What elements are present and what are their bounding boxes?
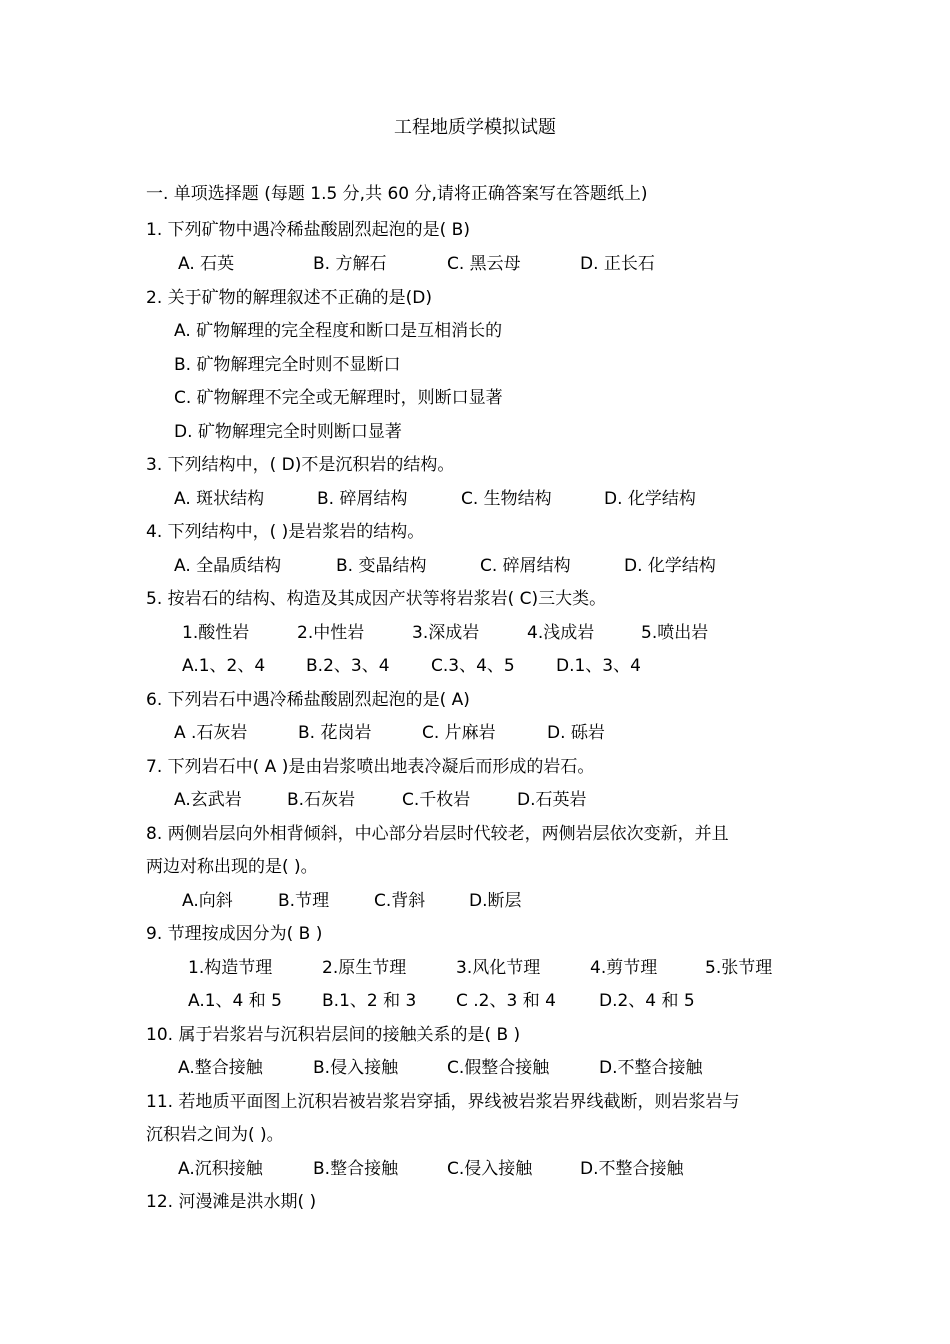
question-4-option-c: C. 碎屑结构 (480, 556, 571, 576)
question-6-option-d: D. 砾岩 (547, 723, 605, 743)
question-9-option-b: B.1、2 和 3 (322, 991, 417, 1011)
question-10-option-a: A.整合接触 (178, 1058, 263, 1078)
question-11-stem: 11. 若地质平面图上沉积岩被岩浆岩穿插，界线被岩浆岩界线截断，则岩浆岩与 (146, 1092, 740, 1112)
page-title: 工程地质学模拟试题 (394, 117, 556, 138)
question-3-option-a: A. 斑状结构 (174, 489, 265, 509)
question-1-option-a: A. 石英 (178, 254, 235, 274)
question-8-option-d: D.断层 (469, 891, 522, 911)
question-10-option-b: B.侵入接触 (313, 1058, 399, 1078)
question-5-item-2: 2.中性岩 (297, 623, 365, 643)
question-4-option-b: B. 变晶结构 (336, 556, 427, 576)
question-2-option-a: A. 矿物解理的完全程度和断口是互相消长的 (174, 321, 503, 341)
question-9-option-c: C .2、3 和 4 (456, 991, 556, 1011)
question-5-option-d: D.1、3、4 (556, 656, 641, 676)
question-5-option-b: B.2、3、4 (306, 656, 390, 676)
question-2-option-d: D. 矿物解理完全时则断口显著 (174, 422, 402, 442)
question-4-option-d: D. 化学结构 (624, 556, 716, 576)
question-10-stem: 10. 属于岩浆岩与沉积岩层间的接触关系的是( B ) (146, 1025, 521, 1045)
question-8-option-b: B.节理 (278, 891, 330, 911)
question-7-stem: 7. 下列岩石中( A )是由岩浆喷出地表冷凝后而形成的岩石。 (146, 757, 595, 777)
question-5-option-a: A.1、2、4 (182, 656, 266, 676)
question-11-stem-continued: 沉积岩之间为( )。 (146, 1125, 284, 1145)
question-5-option-c: C.3、4、5 (431, 656, 515, 676)
question-2-stem: 2. 关于矿物的解理叙述不正确的是(D) (146, 288, 432, 308)
question-1-option-b: B. 方解石 (313, 254, 387, 274)
question-11-option-b: B.整合接触 (313, 1159, 399, 1179)
question-2-option-b: B. 矿物解理完全时则不显断口 (174, 355, 401, 375)
question-10-option-c: C.假整合接触 (447, 1058, 550, 1078)
question-9-stem: 9. 节理按成因分为( B ) (146, 924, 323, 944)
question-7-option-c: C.千枚岩 (402, 790, 471, 810)
question-11-option-a: A.沉积接触 (178, 1159, 263, 1179)
question-1-option-d: D. 正长石 (580, 254, 655, 274)
question-4-option-a: A. 全晶质结构 (174, 556, 282, 576)
question-5-item-4: 4.浅成岩 (527, 623, 595, 643)
question-5-stem: 5. 按岩石的结构、构造及其成因产状等将岩浆岩( C)三大类。 (146, 589, 607, 609)
question-5-item-1: 1.酸性岩 (182, 623, 250, 643)
question-9-item-4: 4.剪节理 (590, 958, 658, 978)
question-11-option-c: C.侵入接触 (447, 1159, 533, 1179)
question-1-stem: 1. 下列矿物中遇冷稀盐酸剧烈起泡的是( B) (146, 220, 470, 240)
question-5-item-3: 3.深成岩 (412, 623, 480, 643)
question-3-stem: 3. 下列结构中，( D)不是沉积岩的结构。 (146, 455, 455, 475)
question-9-item-5: 5.张节理 (705, 958, 773, 978)
question-6-option-a: A .石灰岩 (174, 723, 248, 743)
question-7-option-d: D.石英岩 (517, 790, 587, 810)
question-1-option-c: C. 黑云母 (447, 254, 521, 274)
question-3-option-b: B. 碎屑结构 (317, 489, 408, 509)
question-9-item-3: 3.风化节理 (456, 958, 541, 978)
question-8-stem: 8. 两侧岩层向外相背倾斜，中心部分岩层时代较老，两侧岩层依次变新，并且 (146, 824, 729, 844)
question-8-option-c: C.背斜 (374, 891, 426, 911)
question-7-option-b: B.石灰岩 (287, 790, 356, 810)
section-heading: 一. 单项选择题 (每题 1.5 分,共 60 分,请将正确答案写在答题纸上) (146, 184, 648, 204)
question-3-option-c: C. 生物结构 (461, 489, 552, 509)
question-5-item-5: 5.喷出岩 (641, 623, 709, 643)
question-8-option-a: A.向斜 (182, 891, 233, 911)
question-11-option-d: D.不整合接触 (580, 1159, 684, 1179)
question-9-item-2: 2.原生节理 (322, 958, 407, 978)
question-3-option-d: D. 化学结构 (604, 489, 696, 509)
question-4-stem: 4. 下列结构中，( )是岩浆岩的结构。 (146, 522, 425, 542)
question-7-option-a: A.玄武岩 (174, 790, 242, 810)
question-10-option-d: D.不整合接触 (599, 1058, 703, 1078)
question-9-option-d: D.2、4 和 5 (599, 991, 695, 1011)
question-12-stem: 12. 河漫滩是洪水期( ) (146, 1192, 317, 1212)
question-8-stem-continued: 两边对称出现的是( )。 (146, 857, 318, 877)
question-6-stem: 6. 下列岩石中遇冷稀盐酸剧烈起泡的是( A) (146, 690, 470, 710)
question-9-option-a: A.1、4 和 5 (188, 991, 282, 1011)
question-6-option-b: B. 花岗岩 (298, 723, 372, 743)
question-2-option-c: C. 矿物解理不完全或无解理时，则断口显著 (174, 388, 503, 408)
question-9-item-1: 1.构造节理 (188, 958, 273, 978)
question-6-option-c: C. 片麻岩 (422, 723, 496, 743)
